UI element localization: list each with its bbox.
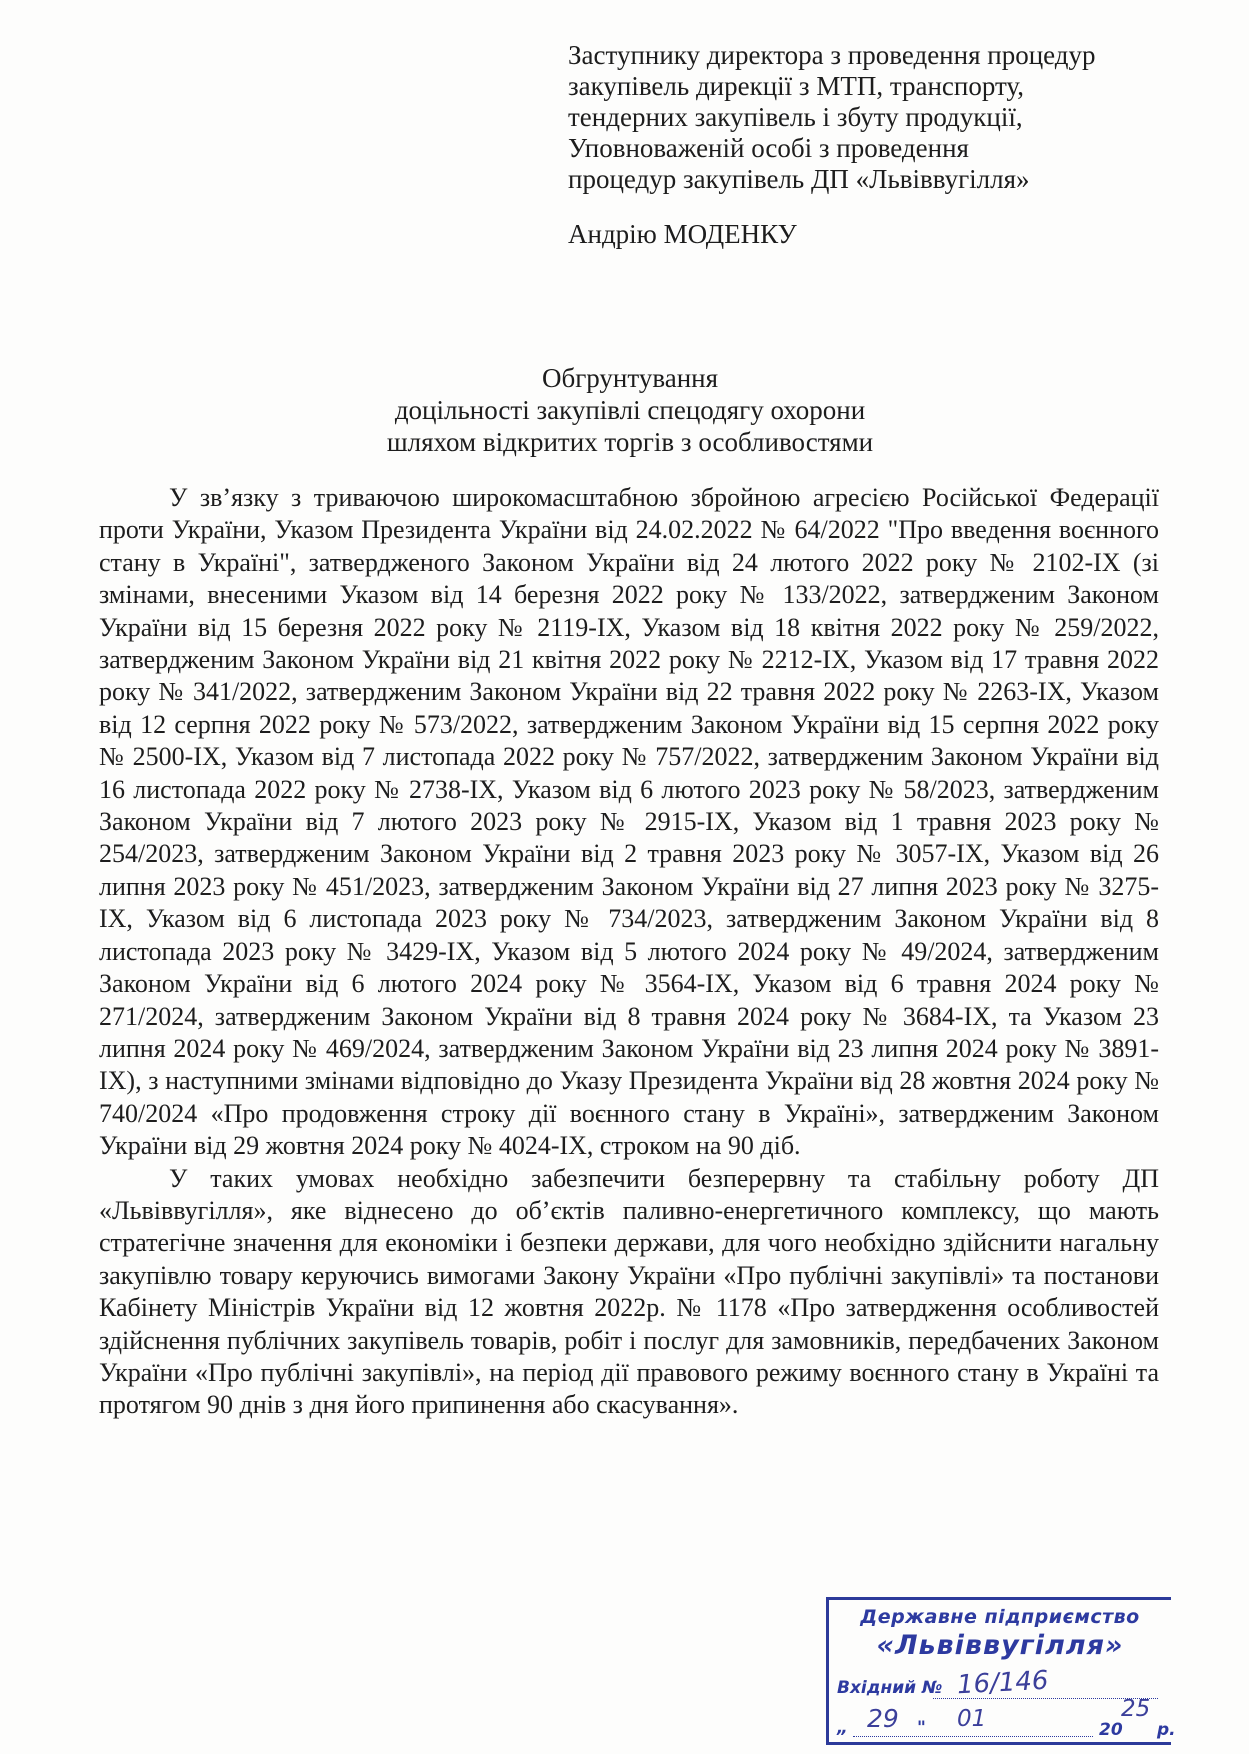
addressee-block [568,40,1208,250]
document-title [100,362,1160,458]
title-line-2: доцільності закупівлі спецодягу охорони [394,395,866,425]
addressee-line-4: Уповноваженій особі з проведення [568,133,969,163]
body-paragraph-1: У зв’язку з триваючою широкомасштабною збройною агресією Російської Федерації проти України, Указом Президента України від 24.02.2022 № 64/2022 "Про введення воєнного стану в Україні", затвердженого Законом України від 24 лютого 2022 року № 2102-IX (зі змінами, внесеними Указом від 14 березня 2022 року № 133/2022, затвердженим Законом України від 15 березня 2022 року № 2119-IX, Указом від 18 квітня 2022 року № 259/2022, затвердженим Законом України від 21 квітня 2022 року № 2212-IX, Указом від 17 травня 2022 року № 341/2022, затвердженим Законом України від 22 травня 2022 року № 2263-IX, Указом від 12 серпня 2022 року № 573/2022, затвердженим Законом України від 15 серпня 2022 року № 2500-IX, Указом від 7 листопада 2022 року № 757/2022, затвердженим Законом України від 16 листопада 2022 року № 2738-IX, Указом від 6 лютого 2023 року № 58/2023, затвердженим Законом України від 7 лютого 2023 року № 2915-IX, Указом від 1 травня 2023 року № 254/2023, затвердженим Законом України від 2 травня 2023 року № 3057-IX, Указом від 26 липня 2023 року № 451/2023, затвердженим Законом України від 27 липня 2023 року № 3275-IX, Указом від 6 листопада 2023 року № 734/2023, затвердженим Законом України від 8 листопада 2023 року № 3429-IX, Указом від 5 лютого 2024 року № 49/2024, затвердженим Законом України від 6 лютого 2024 року № 3564-IX, Указом від 6 травня 2024 року № 271/2024, затвердженим Законом України від 8 травня 2024 року № 3684-IX, та Указом 23 липня 2024 року № 469/2024, затвердженим Законом України від 23 липня 2024 року № 3891-IX), з наступними змінами відповідно до Указу Президента України від 28 жовтня 2024 року № 740/2024 «Про продовження строку дії воєнного стану в Україні», затвердженим Законом України від 29 жовтня 2024 року № 4024-IX, строком на 90 діб. [99,483,1159,1161]
addressee-line-2: закупівель дирекції з МТП, транспорту, [568,71,1024,101]
stamp-incoming-label: Вхідний № [837,1678,943,1698]
stamp-date-line [853,1736,1093,1737]
addressee-line-1: Заступнику директора з проведення процедур [568,40,1096,70]
document-body [99,482,1159,1422]
addressee-name: Андрію МОДЕНКУ [568,219,797,249]
stamp-org-name: «Львіввугілля» [876,1630,1124,1661]
body-paragraph-2: У таких умовах необхідно забезпечити безперервну та стабільну роботу ДП «Львіввугілля», яке віднесено до об’єктів паливно-енергетичного комплексу, що мають стратегічне значення для економіки і безпеки держави, для чого необхідно здійснити нагальну закупівлю товару керуючись вимогами Закону України «Про публічні закупівлі» та постанови Кабінету Міністрів України від 12 жовтня 2022р. № 1178 «Про затвердження особливостей здійснення публічних закупівель товарів, робіт і послуг для замовників, передбачених Законом України «Про публічні закупівлі», на період дії правового режиму воєнного стану в Україні та протягом 90 днів з дня його припинення або скасування». [99,1163,1159,1420]
title-line-1: Обгрунтування [541,363,719,393]
stamp-date-close-quote: " [917,1718,926,1738]
stamp-date-year: 25 [1121,1696,1151,1722]
title-line-3: шляхом відкритих торгів з особливостями [386,427,874,457]
stamp-date-suffix: р. [1157,1720,1176,1740]
addressee-line-3: тендерних закупівель і збуту продукції, [568,102,1023,132]
addressee-line-5: процедур закупівель ДП «Львіввугілля» [568,164,1030,194]
stamp-date-year-prefix: 20 [1099,1720,1123,1740]
stamp-date-month: 01 [957,1706,987,1732]
registration-stamp [826,1597,1176,1745]
stamp-date-open-quote: „ [837,1718,848,1738]
stamp-org-type: Державне підприємство [860,1606,1140,1628]
stamp-date-day: 29 [867,1704,899,1733]
stamp-incoming-number: 16/146 [956,1665,1050,1701]
